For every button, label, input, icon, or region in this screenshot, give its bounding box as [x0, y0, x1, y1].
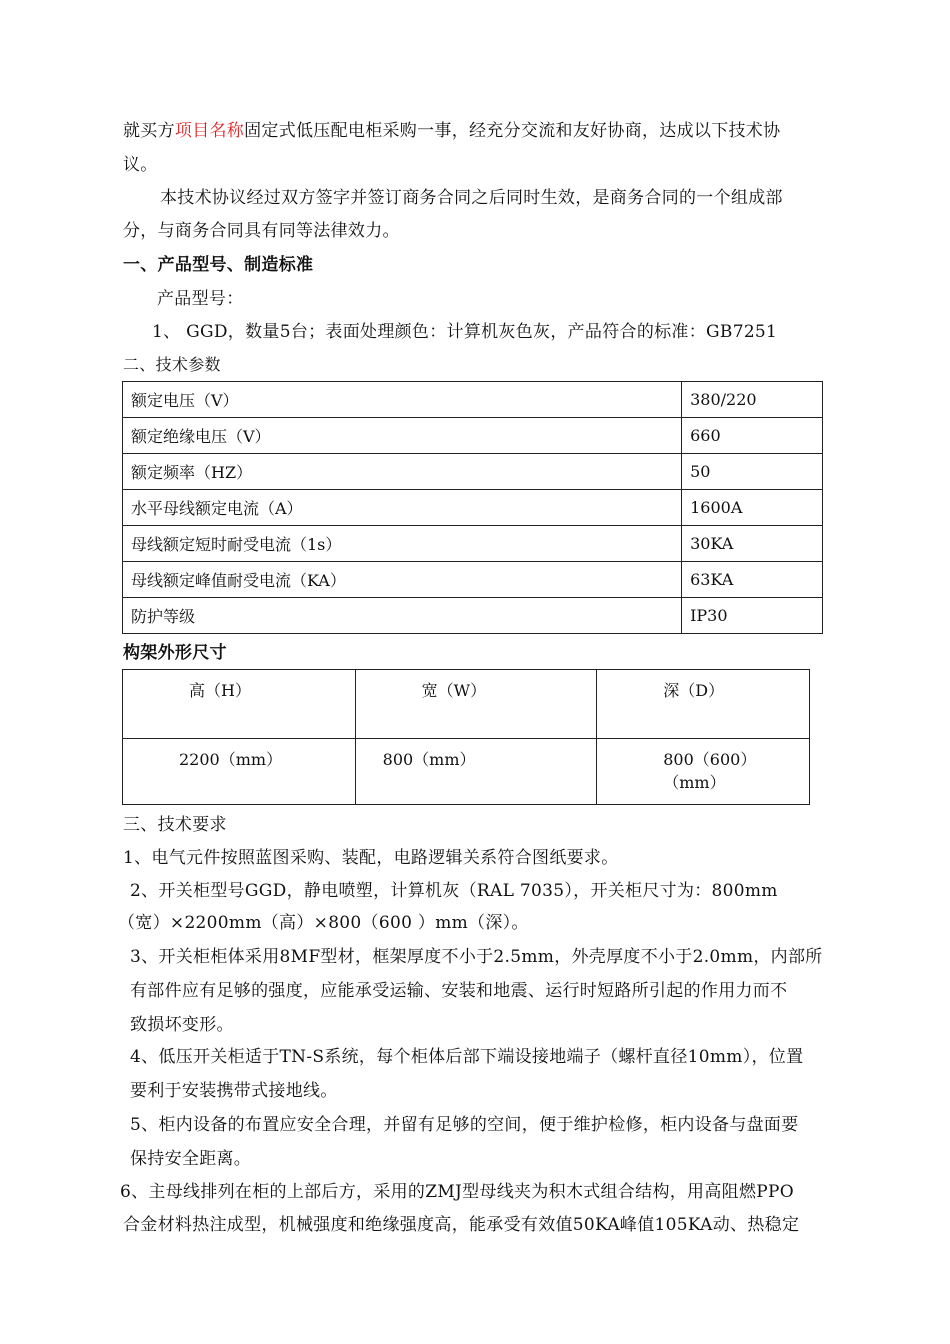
param-value: 50 [682, 454, 823, 490]
param-row [123, 418, 823, 454]
param-name: 母线额定峰值耐受电流（KA） [123, 562, 682, 598]
param-name: 防护等级 [123, 598, 682, 634]
param-row [123, 598, 823, 634]
param-row [123, 382, 823, 418]
req-line-10: 保持安全距离。 [130, 1149, 252, 1169]
req-line-4: 3、开关柜柜体采用8MF型材，框架厚度不小于2.5mm，外壳厚度不小于2.0mm，内部所 [130, 947, 823, 967]
validity-line-2: 分，与商务合同具有同等法律效力。 [123, 221, 400, 241]
req-line-7: 4、低压开关柜适于TN-S系统，每个柜体后部下端设接地端子（螺杆直径10mm），位置 [130, 1047, 804, 1067]
req-line-5: 有部件应有足够的强度，应能承受运输、安装和地震、运行时短路所引起的作用力而不 [130, 981, 788, 1001]
param-value: IP30 [682, 598, 823, 634]
req-line-2: 2、开关柜型号GGD，静电喷塑，计算机灰（RAL 7035），开关柜尺寸为：800mm [130, 881, 778, 901]
intro-suffix: 固定式低压配电柜采购一事，经充分交流和友好协商，达成以下技术协 [244, 121, 781, 141]
product-model-label: 产品型号： [157, 289, 244, 309]
param-name: 额定绝缘电压（V） [123, 418, 682, 454]
dims-value-depth: 800（600）（mm） [597, 739, 810, 805]
param-row [123, 562, 823, 598]
req-line-12: 合金材料热注成型，机械强度和绝缘强度高，能承受有效值50KA峰值105KA动、热稳定 [123, 1215, 800, 1235]
param-value: 63KA [682, 562, 823, 598]
param-name: 水平母线额定电流（A） [123, 490, 682, 526]
dims-header-row [123, 670, 810, 739]
project-name-placeholder: 项目名称 [174, 121, 245, 141]
param-row [123, 490, 823, 526]
param-row [123, 454, 823, 490]
param-name: 额定频率（HZ） [123, 454, 682, 490]
req-line-9: 5、柜内设备的布置应安全合理，并留有足够的空间，便于维护检修，柜内设备与盘面要 [130, 1115, 799, 1135]
param-value: 1600A [682, 490, 823, 526]
req-line-3: （宽）×2200mm（高）×800（600 ）mm（深）。 [118, 913, 529, 933]
req-line-11: 6、主母线排列在柜的上部后方，采用的ZMJ型母线夹为积木式组合结构，用高阻燃PPO [120, 1182, 794, 1202]
intro-prefix: 就买方 [123, 121, 175, 141]
dims-value-width: 800（mm） [355, 739, 597, 805]
req-line-6: 致损坏变形。 [130, 1015, 234, 1035]
section-1-heading: 一、产品型号、制造标准 [123, 255, 314, 275]
intro-line-1 [123, 120, 780, 142]
param-value: 660 [682, 418, 823, 454]
frame-dimensions-table [122, 669, 810, 805]
param-value: 380/220 [682, 382, 823, 418]
param-name: 母线额定短时耐受电流（1s） [123, 526, 682, 562]
dims-value-height: 2200（mm） [123, 739, 356, 805]
dims-header-width: 宽（W） [355, 670, 597, 739]
validity-line-1: 本技术协议经过双方签字并签订商务合同之后同时生效，是商务合同的一个组成部 [160, 188, 783, 208]
req-line-1: 1、电气元件按照蓝图采购、装配，电路逻辑关系符合图纸要求。 [123, 848, 619, 868]
param-row [123, 526, 823, 562]
param-name: 额定电压（V） [123, 382, 682, 418]
dims-header-height: 高（H） [123, 670, 356, 739]
tech-params-table [122, 381, 823, 634]
dims-value-row [123, 739, 810, 805]
req-line-8: 要利于安装携带式接地线。 [130, 1081, 338, 1101]
intro-line-2: 议。 [123, 155, 158, 175]
dims-header-depth: 深（D） [597, 670, 810, 739]
section-2-heading: 二、技术参数 [123, 355, 221, 374]
section-3-heading: 三、技术要求 [123, 815, 227, 835]
param-value: 30KA [682, 526, 823, 562]
product-model-line: 1、 GGD，数量5台；表面处理颜色：计算机灰色灰，产品符合的标准：GB7251 [152, 322, 778, 342]
frame-heading: 构架外形尺寸 [123, 643, 227, 663]
